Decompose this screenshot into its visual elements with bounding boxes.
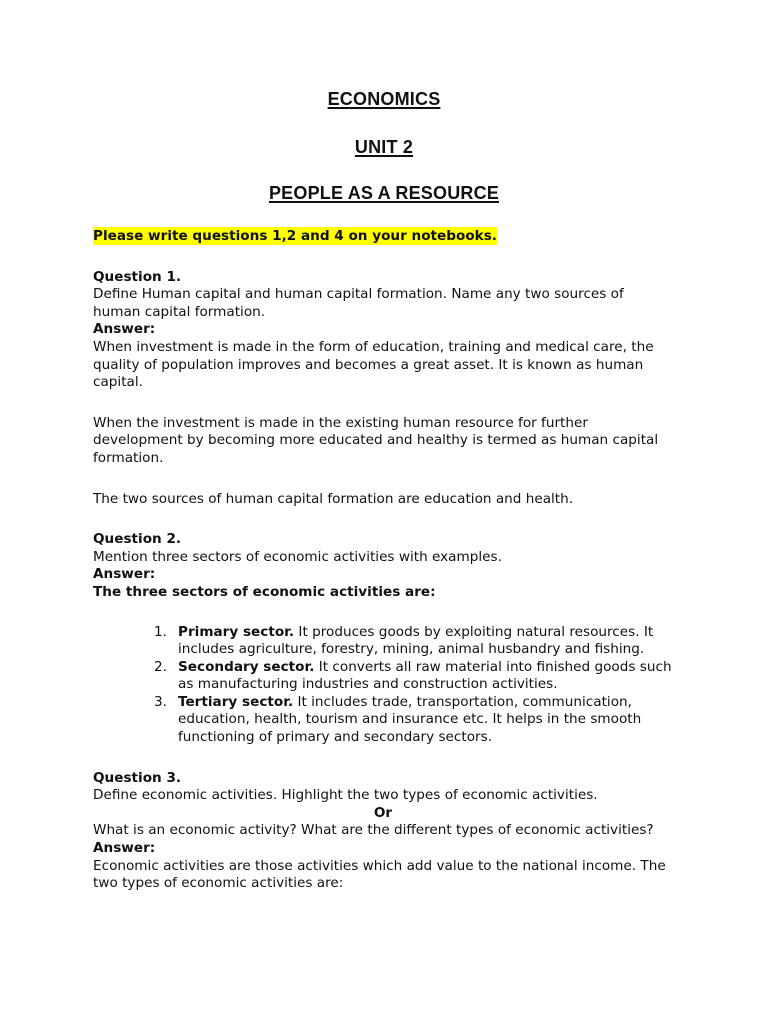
list-item <box>154 658 673 694</box>
sector-description: It produces goods by exploiting natural resources. It includes agriculture, forestry, mining, animal husbandry and fishing. <box>178 623 654 658</box>
answer-1-paragraph-3: The two sources of human capital formation are education and health. <box>93 490 574 507</box>
sector-name: Secondary sector. <box>178 658 315 675</box>
question-3-label: Question 3. <box>93 769 182 786</box>
sector-name: Tertiary sector. <box>178 693 294 710</box>
question-2-label: Question 2. <box>93 531 182 548</box>
list-item <box>154 623 673 659</box>
answer-1-label: Answer: <box>93 321 156 338</box>
document-body <box>93 228 673 893</box>
list-number: 1. <box>154 623 167 640</box>
unit-heading: UNIT 2 <box>354 137 414 157</box>
question-1-text: Define Human capital and human capital formation. Name any two sources of human capital formation. <box>93 286 624 320</box>
list-number: 2. <box>154 658 167 675</box>
sector-description: It converts all raw material into finished goods such as manufacturing industries and construction activities. <box>178 658 672 693</box>
question-1-label: Question 1. <box>93 268 182 285</box>
answer-2-label: Answer: <box>93 566 156 583</box>
answer-1-paragraph-1: When investment is made in the form of education, training and medical care, the quality of population improves and becomes a great asset. It is known as human capital. <box>93 338 654 391</box>
subject-heading: ECONOMICS <box>327 89 441 109</box>
chapter-heading: PEOPLE AS A RESOURCE <box>268 183 500 203</box>
answer-2-intro: The three sectors of economic activities are: <box>93 583 436 600</box>
or-separator: Or <box>373 804 393 821</box>
list-number: 3. <box>154 693 167 710</box>
answer-3-label: Answer: <box>93 840 156 857</box>
answer-1-paragraph-2: When the investment is made in the existing human resource for further development by becoming more educated and healthy is termed as human capital formation. <box>93 414 659 466</box>
list-item <box>154 693 673 747</box>
question-3-text: Define economic activities. Highlight the two types of economic activities. <box>93 787 598 804</box>
sector-name: Primary sector. <box>178 623 295 640</box>
answer-3-text: Economic activities are those activities which add value to the national income. The two types of economic activities are: <box>93 857 666 892</box>
question-2-text: Mention three sectors of economic activities with examples. <box>93 548 502 565</box>
highlighted-instruction: Please write questions 1,2 and 4 on your notebooks. <box>93 228 497 244</box>
sectors-list <box>93 624 673 747</box>
sector-description: It includes trade, transportation, communication, education, health, tourism and insurance etc. It helps in the smooth functioning of primary and secondary sectors. <box>178 693 642 746</box>
question-3-alt-text: What is an economic activity? What are the different types of economic activities? <box>93 822 654 839</box>
